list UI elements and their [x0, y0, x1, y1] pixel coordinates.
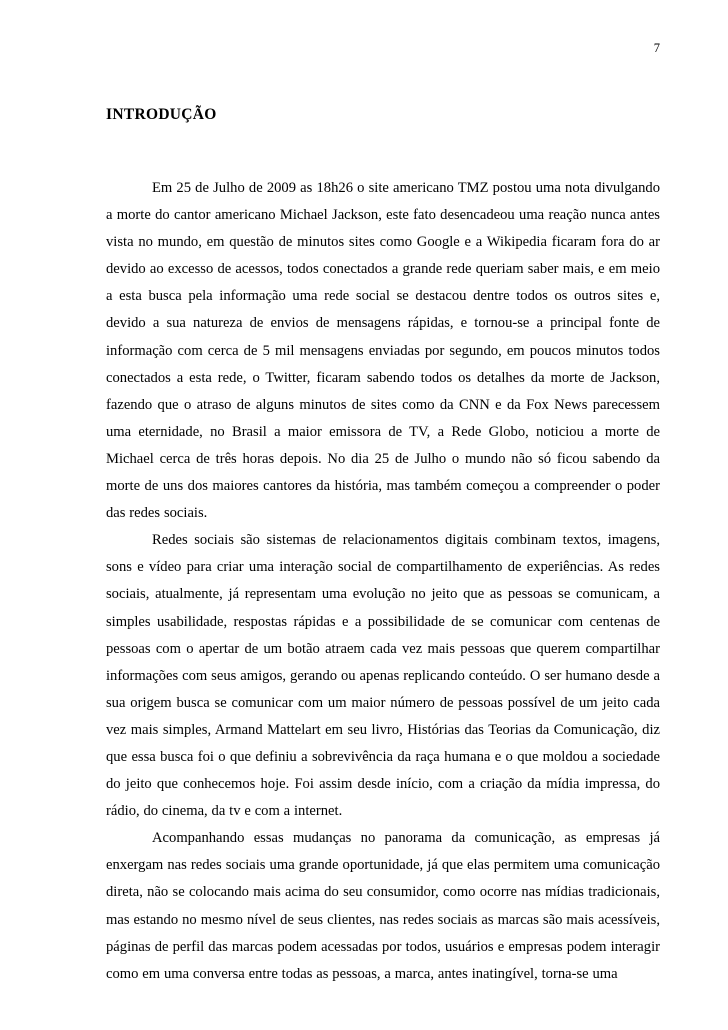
- paragraph-2: Redes sociais são sistemas de relacionamentos digitais combinam textos, imagens, sons e vídeo para criar uma interação social de compartilhamento de experiências. As redes sociais, atualmente, já representam uma evolução no jeito que as pessoas se comunicam, a simples usabilidade, respostas rápidas e a possibilidade de se comunicar com centenas de pessoas com o apertar de um botão atraem cada vez mais pessoas que querem compartilhar informações com seus amigos, gerando ou apenas replicando conteúdo. O ser humano desde a sua origem busca se comunicar com um maior número de pessoas possível de um jeito cada vez mais simples, Armand Mattelart em seu livro, Histórias das Teorias da Comunicação, diz que essa busca foi o que definiu a sobrevivência da raça humana e o que moldou a sociedade do jeito que conhecemos hoje. Foi assim desde início, com a criação da mídia impressa, do rádio, do cinema, da tv e com a internet.: [106, 532, 660, 820]
- paragraph-1: Em 25 de Julho de 2009 as 18h26 o site americano TMZ postou uma nota divulgando a morte do cantor americano Michael Jackson, este fato desencadeou uma reação nunca antes vista no mundo, em questão de minutos sites como Google e a Wikipedia ficaram fora do ar devido ao excesso de acessos, todos conectados a grande rede queriam saber mais, e em meio a esta busca pela informação uma rede social se destacou dentre todos os outros sites e, devido a sua natureza de envios de mensagens rápidas, e tornou-se a principal fonte de informação com cerca de 5 mil mensagens enviadas por segundo, em poucos minutos todos conectados a esta rede, o Twitter, ficaram sabendo todos os detalhes da morte de Jackson, fazendo que o atraso de alguns minutos de sites como da CNN e da Fox News parecessem uma eternidade, no Brasil a maior emissora de TV, a Rede Globo, noticiou a morte de Michael cerca de três horas depois. No dia 25 de Julho o mundo não só ficou sabendo da morte de uns dos maiores cantores da história, mas também começou a compreender o poder das redes sociais.: [106, 180, 660, 522]
- page-number: 7: [653, 41, 660, 55]
- section-heading: INTRODUÇÃO: [106, 106, 217, 123]
- body-text: [106, 175, 660, 988]
- paragraph-3: Acompanhando essas mudanças no panorama da comunicação, as empresas já enxergam nas redes sociais uma grande oportunidade, já que elas permitem uma comunicação direta, não se colocando mais acima do seu consumidor, como ocorre nas mídias tradicionais, mas estando no mesmo nível de seus clientes, nas redes sociais as marcas são mais acessíveis, páginas de perfil das marcas podem acessadas por todos, usuários e empresas podem interagir como em uma conversa entre todas as pessoas, a marca, antes inatingível, torna-se uma: [106, 830, 660, 982]
